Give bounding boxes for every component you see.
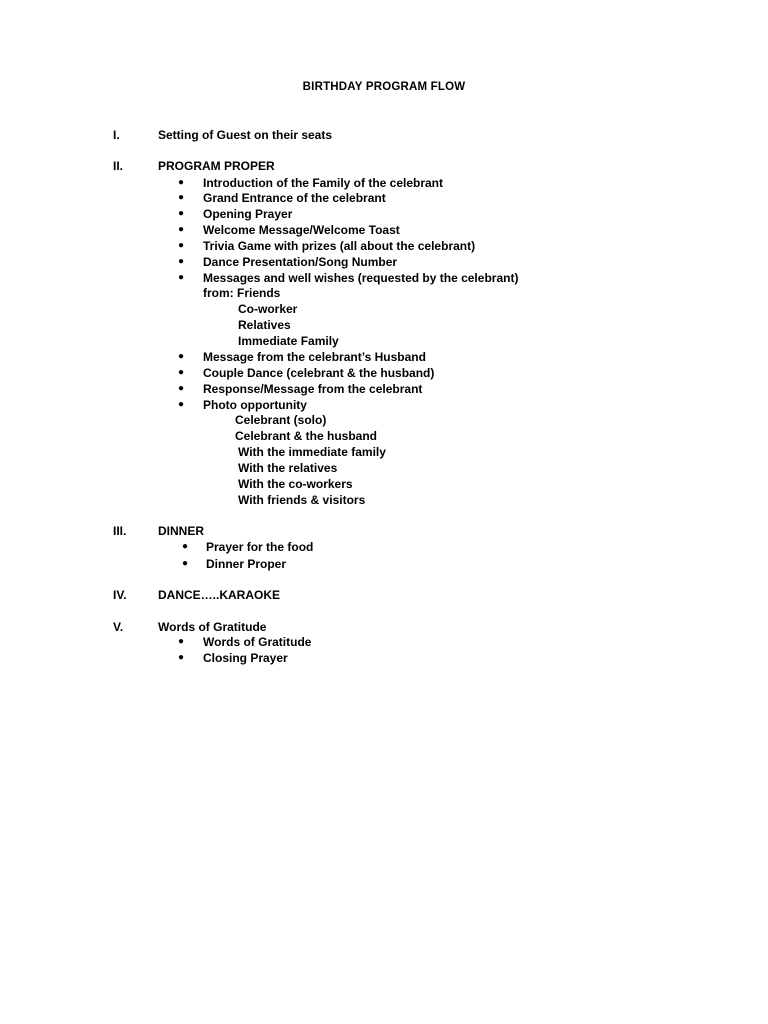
bullet-icon: ● [178, 224, 185, 235]
photo-group-item: With the co-workers [238, 477, 353, 491]
bullet-icon: ● [178, 240, 185, 251]
list-item: Words of Gratitude [203, 635, 312, 649]
list-item: Response/Message from the celebrant [203, 382, 423, 396]
photo-group-item: With the relatives [238, 461, 338, 475]
messages-from-item: Co-worker [238, 302, 298, 316]
list-item: Introduction of the Family of the celebrant [203, 176, 444, 190]
list-item: Couple Dance (celebrant & the husband) [203, 366, 435, 380]
list-item: Dinner Proper [206, 557, 287, 571]
list-item: Message from the celebrant’s Husband [203, 350, 426, 364]
section-numeral-1: I. [113, 128, 120, 142]
photo-group-item: With friends & visitors [238, 493, 366, 507]
list-item: Messages and well wishes (requested by the celebrant) [203, 271, 519, 285]
document-title: BIRTHDAY PROGRAM FLOW [302, 81, 466, 93]
list-item: Trivia Game with prizes (all about the celebrant) [203, 239, 476, 253]
bullet-icon: ● [178, 256, 185, 267]
bullet-icon: ● [182, 558, 189, 569]
bullet-icon: ● [178, 351, 185, 362]
bullet-icon: ● [178, 636, 185, 647]
list-item: Closing Prayer [203, 651, 288, 665]
list-item: Prayer for the food [206, 540, 314, 554]
bullet-icon: ● [182, 541, 189, 552]
bullet-icon: ● [178, 399, 185, 410]
section-numeral-5: V. [113, 620, 124, 634]
section-heading-1: Setting of Guest on their seats [158, 128, 333, 142]
photo-group-item: Celebrant (solo) [235, 413, 327, 427]
bullet-icon: ● [178, 208, 185, 219]
bullet-icon: ● [178, 367, 185, 378]
section-heading-3: DINNER [158, 524, 205, 538]
photo-group-item: With the immediate family [238, 445, 386, 459]
section-heading-5: Words of Gratitude [158, 620, 267, 634]
messages-from-line: from: Friends [203, 286, 281, 300]
photo-group-item: Celebrant & the husband [235, 429, 378, 443]
section-numeral-2: II. [113, 159, 124, 173]
messages-from-item: Relatives [238, 318, 291, 332]
section-heading-4: DANCE…..KARAOKE [158, 588, 281, 602]
bullet-icon: ● [178, 272, 185, 283]
bullet-icon: ● [178, 177, 185, 188]
bullet-icon: ● [178, 192, 185, 203]
section-numeral-3: III. [113, 524, 127, 538]
list-item: Grand Entrance of the celebrant [203, 191, 386, 205]
section-heading-2: PROGRAM PROPER [158, 159, 275, 173]
list-item: Opening Prayer [203, 207, 293, 221]
bullet-icon: ● [178, 652, 185, 663]
section-numeral-4: IV. [113, 588, 127, 602]
list-item: Welcome Message/Welcome Toast [203, 223, 400, 237]
messages-from-item: Immediate Family [238, 334, 339, 348]
list-item: Photo opportunity [203, 398, 307, 412]
list-item: Dance Presentation/Song Number [203, 255, 398, 269]
bullet-icon: ● [178, 383, 185, 394]
